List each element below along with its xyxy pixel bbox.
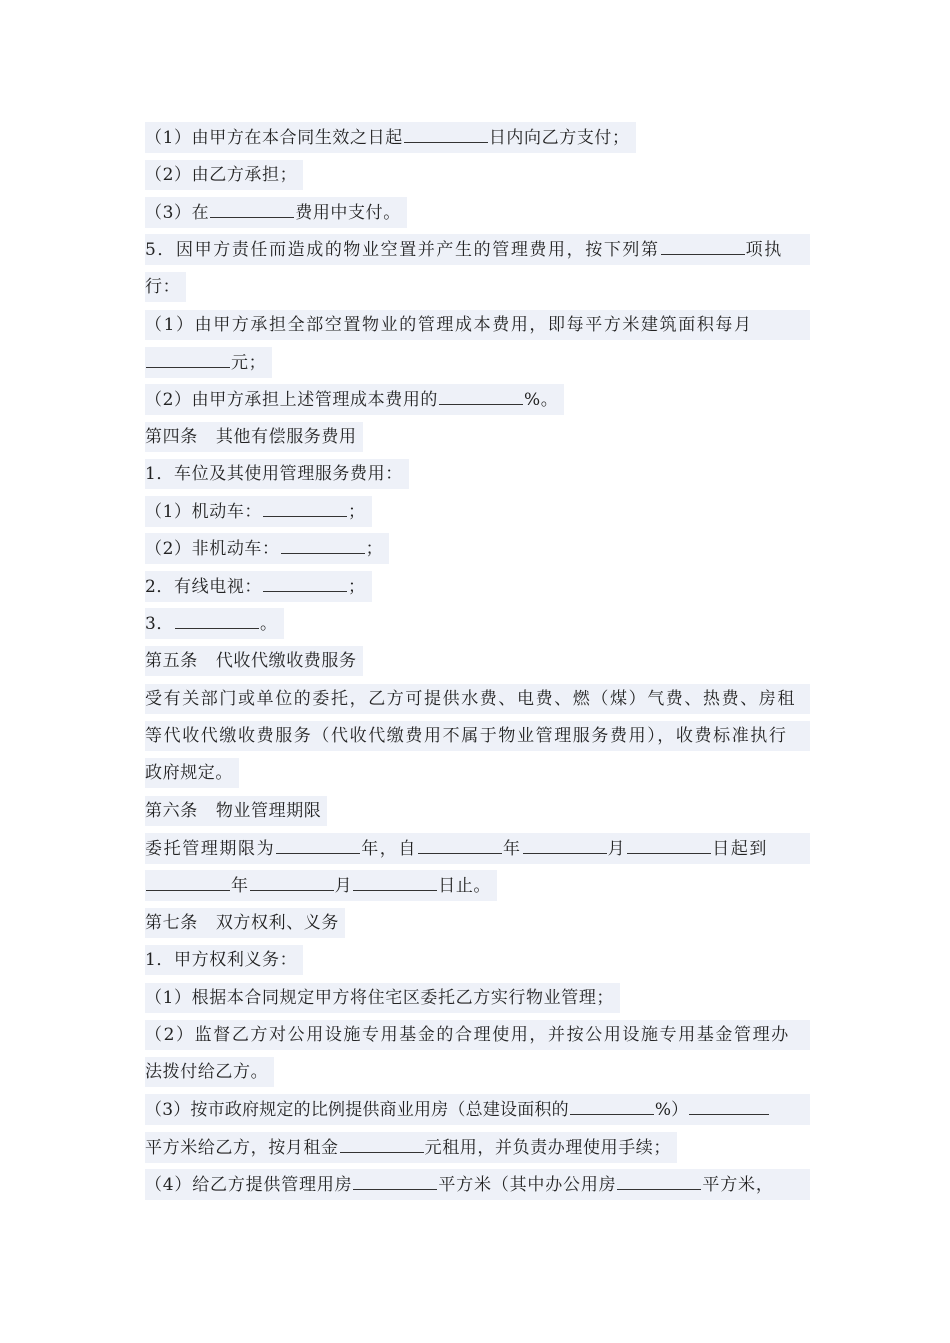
blank-field[interactable] (353, 1173, 437, 1190)
blank-field[interactable] (146, 874, 230, 891)
party-a-right-3-continued: 平方米给乙方，按月租金 元租用，并负责办理使用手续； (145, 1132, 677, 1163)
clause-5-item-1-continued: 元； (145, 347, 272, 378)
party-a-right-2-continued: 法拨付给乙方。 (145, 1057, 274, 1087)
article-6-heading: 第六条 物业管理期限 (145, 796, 327, 826)
article-5-heading: 第五条 代收代缴收费服务 (145, 646, 363, 676)
blank-field[interactable] (340, 1136, 424, 1153)
article-4-heading: 第四条 其他有偿服务费用 (145, 422, 363, 452)
blank-field[interactable] (617, 1173, 701, 1190)
blank-field[interactable] (418, 837, 502, 854)
clause-item-2: （2）由乙方承担； (145, 160, 303, 190)
party-a-right-2: （2）监督乙方对公用设施专用基金的合理使用，并按公用设施专用基金管理办 (145, 1020, 810, 1050)
cable-tv-fee: 2．有线电视： ； (145, 571, 372, 602)
management-term-continued: 年 月 日止。 (145, 870, 497, 901)
article-7-item-1: 1．甲方权利义务： (145, 945, 303, 975)
article-5-text-2: 等代收代缴收费服务（代收代缴费用不属于物业管理服务费用），收费标准执行 (145, 721, 810, 751)
blank-field[interactable] (250, 874, 334, 891)
article-4-item-3: 3． 。 (145, 608, 284, 639)
party-a-right-3: （3）按市政府规定的比例提供商业用房（总建设面积的 %） (145, 1094, 810, 1125)
blank-field[interactable] (281, 537, 365, 554)
clause-item-3: （3）在 费用中支付。 (145, 197, 407, 228)
blank-field[interactable] (263, 575, 347, 592)
party-a-right-4: （4）给乙方提供管理用房 平方米（其中办公用房 平方米， (145, 1169, 810, 1200)
clause-5-item-1: （1）由甲方承担全部空置物业的管理成本费用，即每平方米建筑面积每月 (145, 310, 810, 340)
clause-5-continued: 行： (145, 272, 186, 302)
motor-vehicle-fee: （1）机动车： ； (145, 496, 372, 527)
blank-field[interactable] (439, 388, 523, 405)
clause-5: 5．因甲方责任而造成的物业空置并产生的管理费用，按下列第 项执 (145, 234, 810, 265)
clause-5-item-2: （2）由甲方承担上述管理成本费用的 %。 (145, 384, 564, 415)
blank-field[interactable] (210, 201, 294, 218)
blank-field[interactable] (263, 500, 347, 517)
contract-body (145, 119, 810, 1203)
blank-field[interactable] (627, 837, 711, 854)
article-4-item-1: 1．车位及其使用管理服务费用： (145, 459, 409, 489)
blank-field[interactable] (146, 351, 230, 368)
blank-field[interactable] (353, 874, 437, 891)
party-a-right-1: （1）根据本合同规定甲方将住宅区委托乙方实行物业管理； (145, 983, 620, 1013)
management-term: 委托管理期限为 年，自 年 月 日起到 (145, 833, 810, 864)
blank-field[interactable] (175, 612, 259, 629)
clause-item-1: （1）由甲方在本合同生效之日起 日内向乙方支付； (145, 122, 636, 153)
article-5-text-1: 受有关部门或单位的委托，乙方可提供水费、电费、燃（煤）气费、热费、房租 (145, 684, 810, 714)
article-7-heading: 第七条 双方权利、义务 (145, 908, 345, 938)
non-motor-vehicle-fee: （2）非机动车： ； (145, 533, 389, 564)
article-5-text-3: 政府规定。 (145, 758, 239, 788)
blank-field[interactable] (570, 1098, 654, 1115)
blank-field[interactable] (404, 126, 488, 143)
blank-field[interactable] (689, 1098, 769, 1115)
blank-field[interactable] (523, 837, 607, 854)
blank-field[interactable] (661, 238, 745, 255)
blank-field[interactable] (276, 837, 360, 854)
